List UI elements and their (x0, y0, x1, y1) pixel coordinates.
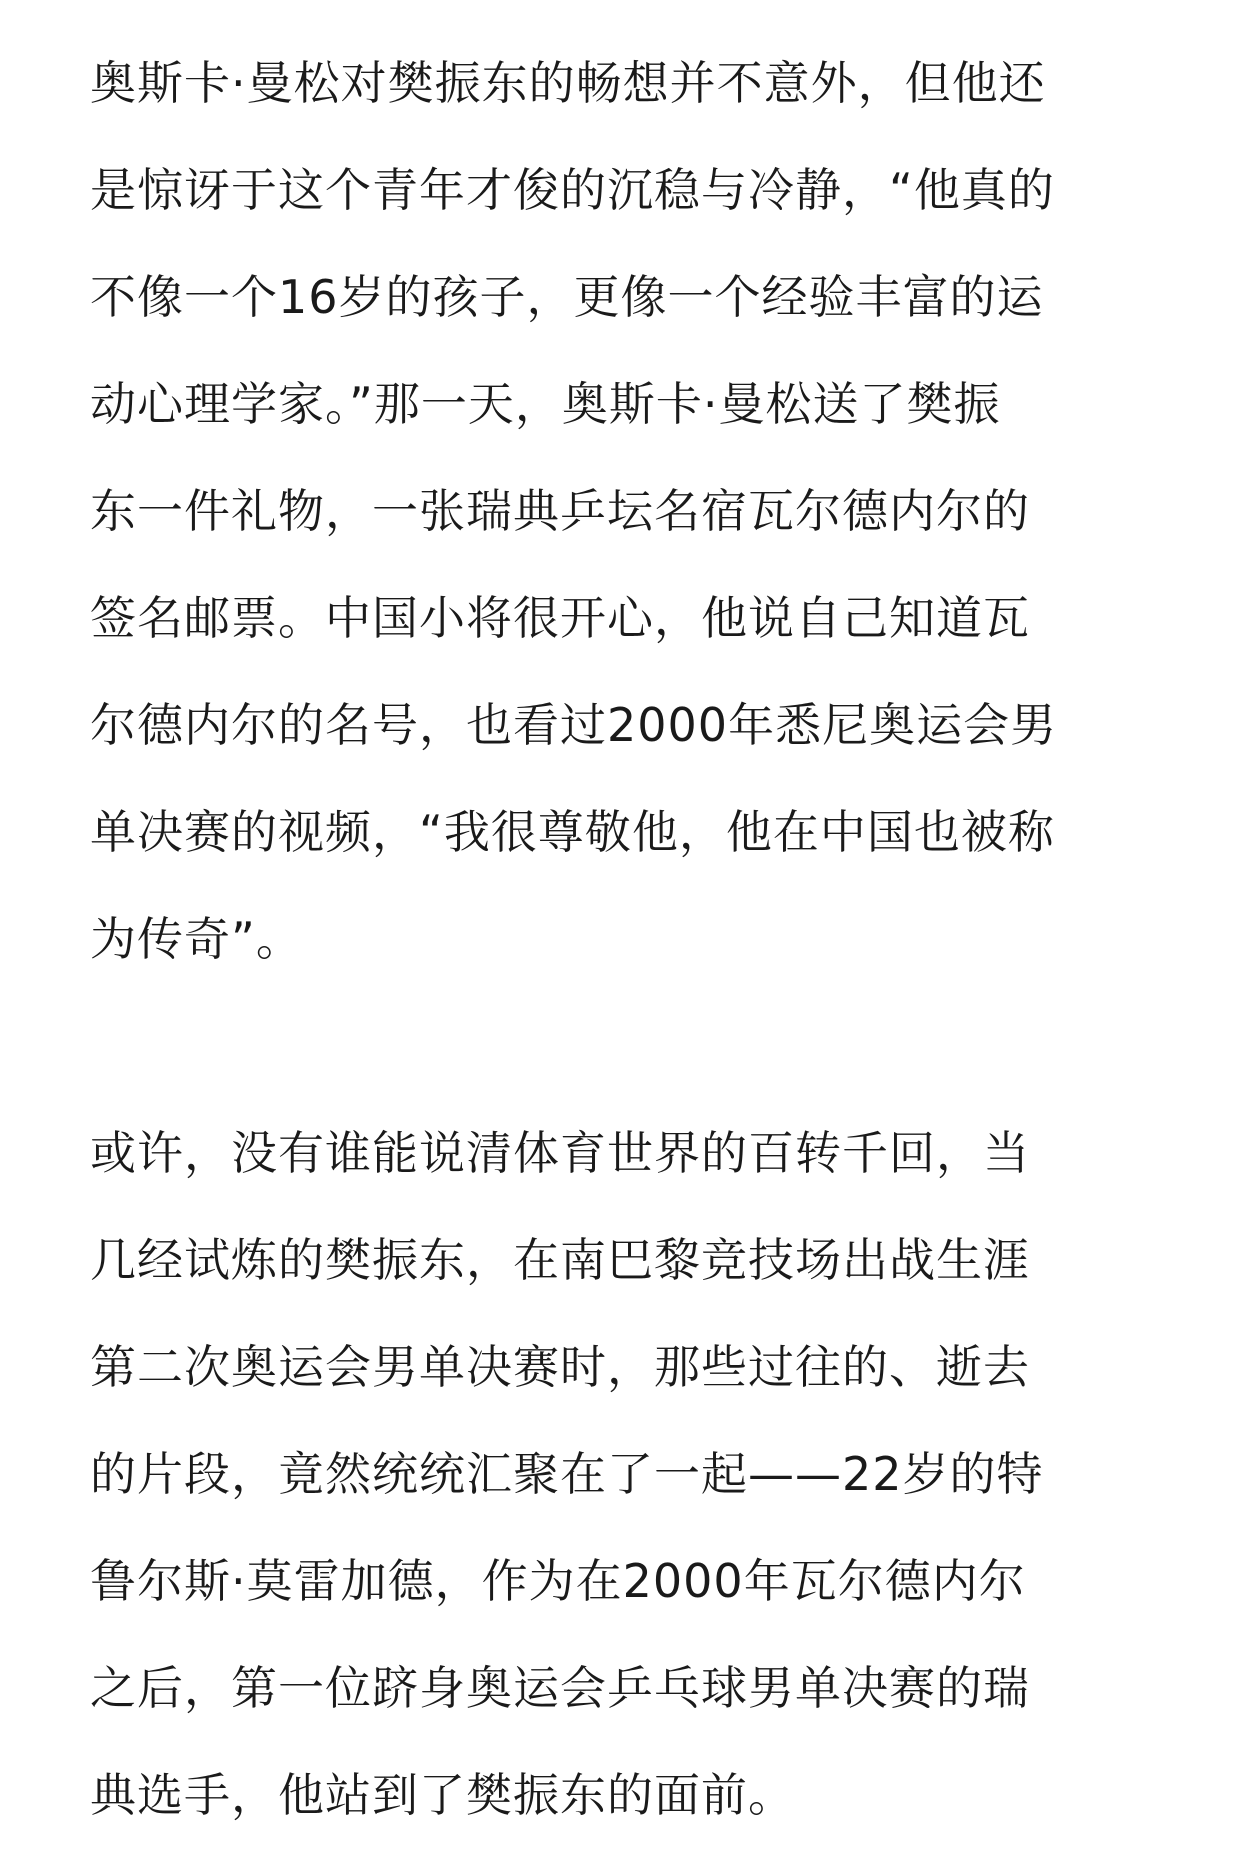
article-paragraph-2: 或许，没有谁能说清体育世界的百转千回，当 几经试炼的樊振东，在南巴黎竞技场出战生涯 第二次奥运会男单决赛时，那些过往的、逝去 的片段，竟然统统汇聚在了一起——22岁的特 鲁尔斯·莫雷加德，作为在2000年瓦尔德内尔 之后，第一位跻身奥运会乒乓球男单决赛的瑞 典选手，他站到了樊振东的面前。 (90, 1126, 1044, 1822)
article-paragraph-1: 奥斯卡·曼松对樊振东的畅想并不意外，但他还 是惊讶于这个青年才俊的沉稳与冷静，“他真的 不像一个16岁的孩子，更像一个经验丰富的运 动心理学家。”那一天，奥斯卡·曼松送了樊振 东一件礼物，一张瑞典乒坛名宿瓦尔德内尔的 签名邮票。中国小将很开心，他说自己知道瓦 尔德内尔的名号，也看过2000年悉尼奥运会男 单决赛的视频，“我很尊敬他，他在中国也被称 为传奇”。 (90, 56, 1058, 966)
article-body (90, 30, 1170, 1849)
